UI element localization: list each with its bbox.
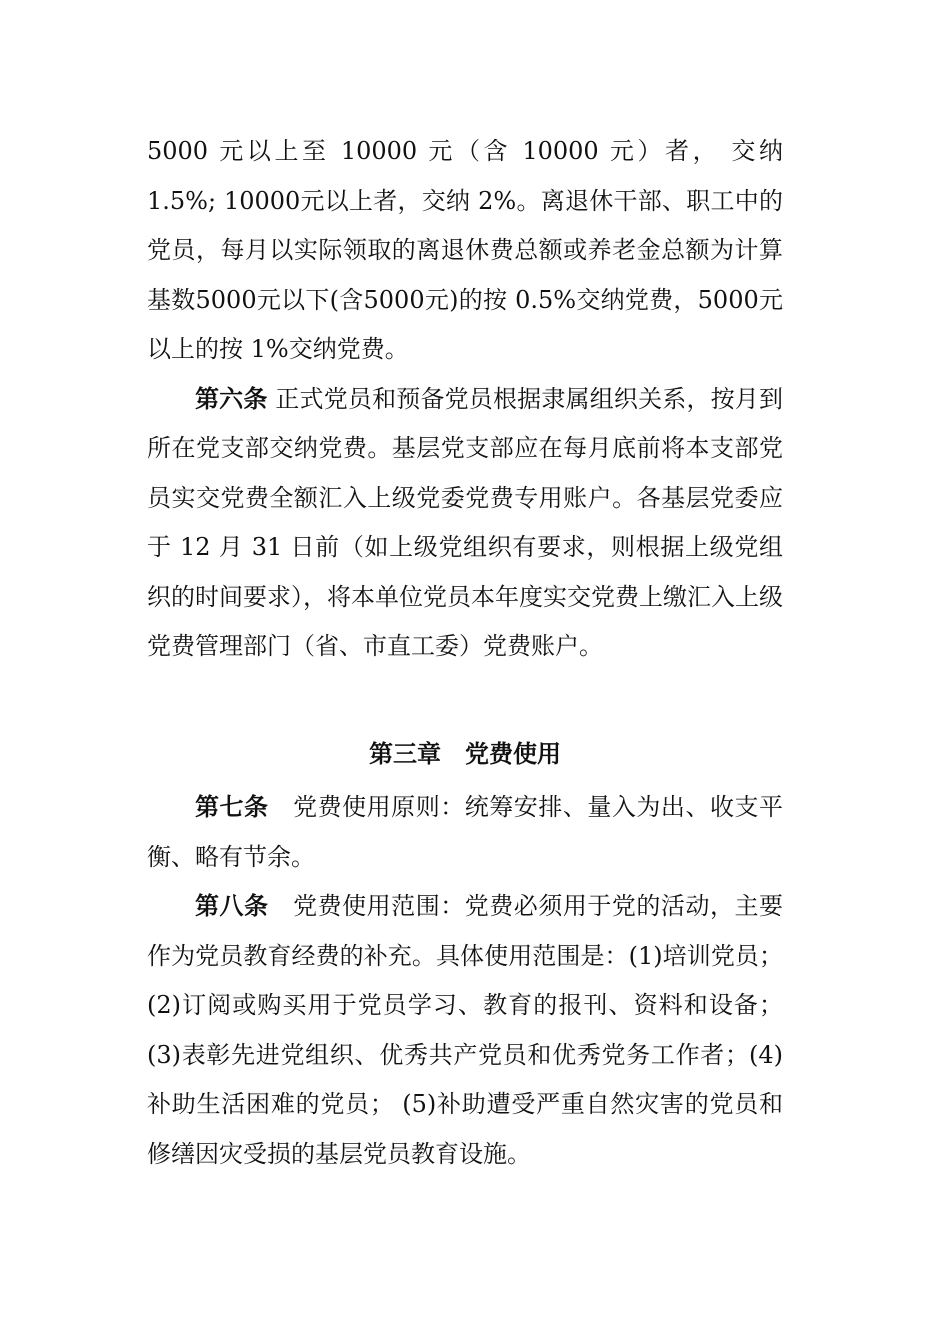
- article-8-text: 党费使用范围：党费必须用于党的活动，主要作为党员教育经费的补充。具体使用范围是：(1)培训党员；(2)订阅或购买用于党员学习、教育的报刊、资料和设备；(3)表彰先进党组织、优秀共产党员和优秀党务工作者；(4)补助生活困难的党员； (5)补助遭受严重自然灾害的党员和修缮因灾受损的基层党员教育设施。: [147, 892, 784, 1168]
- article-6-text: 正式党员和预备党员根据隶属组织关系，按月到所在党支部交纳党费。基层党支部应在每月底前将本支部党员实交党费全额汇入上级党委党费专用账户。各基层党委应于 12 月 31 日前（如上级党组织有要求，则根据上级党组织的时间要求），将本单位党员本年度实交党费上缴汇入上级党费管理部门（省、市直工委）党费账户。: [147, 384, 783, 660]
- section-spacer: [147, 672, 783, 730]
- article-6: [147, 375, 783, 672]
- article-6-label: 第六条: [195, 384, 268, 413]
- paragraph-fee-rates: [147, 127, 783, 375]
- chapter-3-title: 第三章 党费使用: [369, 739, 561, 768]
- paragraph-fee-rates-text: 5000 元以上至 10000 元（含 10000 元）者， 交纳 1.5%; 10000元以上者，交纳 2%。离退休干部、职工中的党员，每月以实际领取的离退休费总额或养老金总额为计算基数5000元以下(含5000元)的按 0.5%交纳党费，5000元以上的按 1%交纳党费。: [147, 137, 783, 363]
- article-8-label: 第八条: [195, 892, 269, 920]
- document-body: [147, 127, 783, 1179]
- article-7: [147, 783, 783, 882]
- article-7-text: 党费使用原则：统筹安排、量入为出、收支平衡、略有节余。: [147, 793, 784, 871]
- article-7-label: 第七条: [195, 793, 269, 821]
- article-8: [147, 882, 783, 1179]
